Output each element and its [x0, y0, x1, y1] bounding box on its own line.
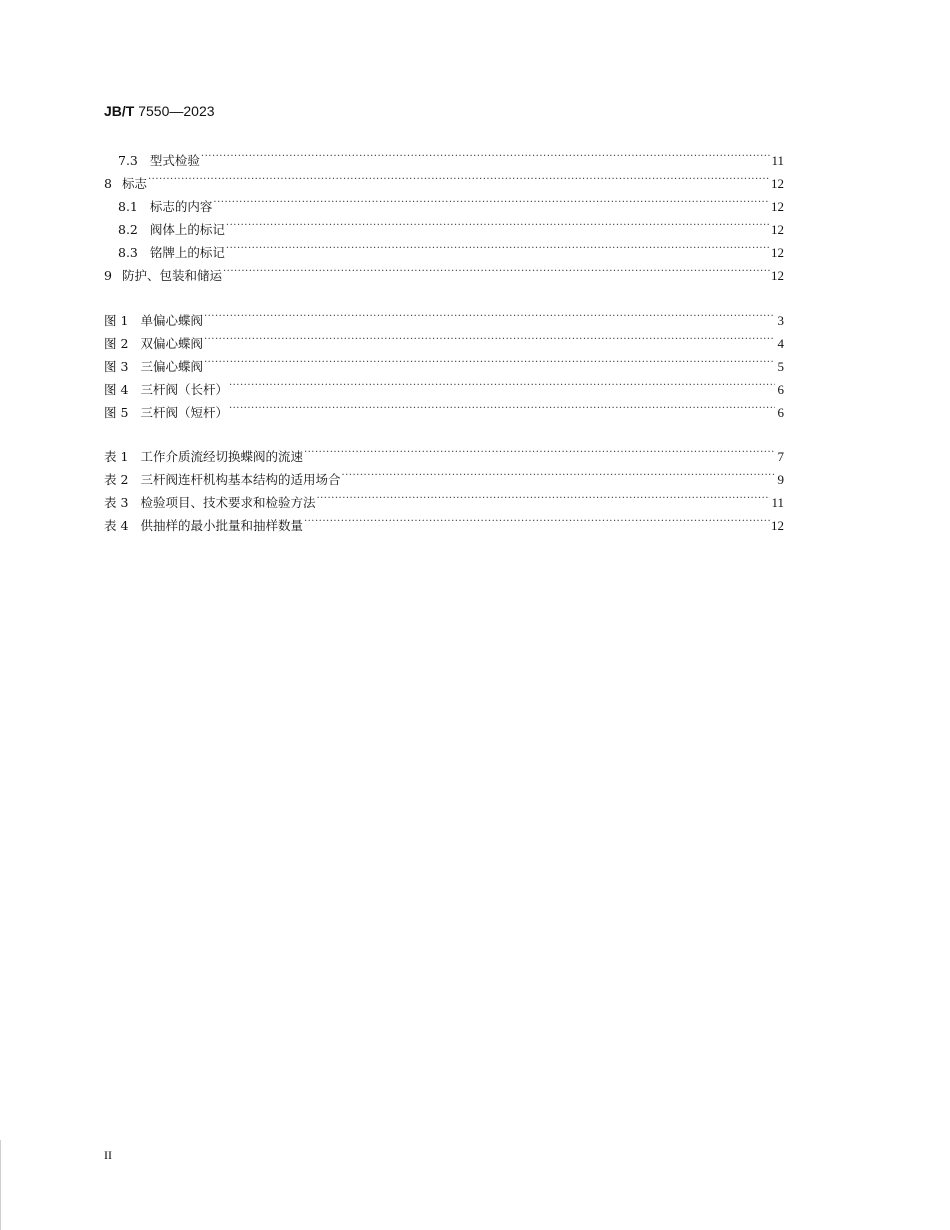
- toc-leader-dots: [204, 326, 775, 348]
- toc-entry-title: 铭牌上的标记: [149, 245, 225, 260]
- toc-figure-entry[interactable]: [104, 326, 784, 351]
- toc-entry-number: 9: [104, 268, 112, 283]
- toc-figure-page: 6: [777, 382, 784, 397]
- toc-leader-dots: [201, 143, 771, 165]
- toc-figure-title: 双偏心蝶阀: [140, 336, 203, 351]
- toc-leader-dots: [341, 462, 775, 484]
- toc-entry-title: 阀体上的标记: [149, 222, 225, 237]
- toc-entry-page: 12: [771, 199, 784, 214]
- page-edge-rule: [0, 1140, 1, 1230]
- toc-entry-page: 11: [771, 153, 784, 168]
- toc-leader-dots: [229, 395, 775, 417]
- toc-figure-title: 三偏心蝶阀: [140, 359, 203, 374]
- toc-table-number: 表 2: [104, 472, 129, 487]
- toc-entry-number: 8.3: [118, 245, 138, 260]
- toc-figure-number: 图 3: [104, 359, 129, 374]
- document-code: [104, 103, 215, 119]
- toc-figure-entry[interactable]: [104, 372, 784, 397]
- toc-figure-entry[interactable]: [104, 349, 784, 374]
- toc-table-title: 供抽样的最小批量和抽样数量: [140, 518, 303, 533]
- toc-leader-dots: [226, 235, 770, 257]
- toc-leader-dots: [213, 189, 770, 211]
- document-code-prefix: JB/T: [104, 103, 135, 119]
- toc-entry-title: 标志的内容: [149, 199, 213, 214]
- toc-entry-number: 8.2: [118, 222, 138, 237]
- toc-entry-title: 防护、包装和储运: [121, 268, 222, 283]
- toc-table-entry[interactable]: [104, 508, 784, 533]
- toc-leader-dots: [226, 212, 770, 234]
- toc-leader-dots: [304, 439, 775, 461]
- toc-figure-title: 三杆阀（长杆）: [140, 382, 228, 397]
- toc-table-page: 7: [777, 449, 784, 464]
- toc-entry-title: 标志: [121, 176, 147, 191]
- toc-entry-title: 型式检验: [149, 153, 200, 168]
- toc-entry-page: 12: [771, 245, 784, 260]
- document-code-number: 7550—2023: [138, 103, 215, 119]
- toc-entry[interactable]: [104, 166, 784, 191]
- toc-leader-dots: [148, 166, 770, 188]
- toc-figure-entry[interactable]: [104, 303, 784, 328]
- toc-entry[interactable]: [104, 143, 784, 168]
- toc-figure-title: 三杆阀（短杆）: [140, 405, 228, 420]
- toc-table-page: 11: [771, 495, 784, 510]
- toc-leader-dots: [223, 258, 770, 280]
- toc-table-title: 三杆阀连杆机构基本结构的适用场合: [140, 472, 341, 487]
- page-number-footer: II: [104, 1148, 112, 1162]
- toc-table-page: 9: [777, 472, 784, 487]
- toc-figure-page: 3: [777, 313, 784, 328]
- toc-figure-number: 图 5: [104, 405, 129, 420]
- toc-entry-number: 7.3: [118, 153, 138, 168]
- toc-entry[interactable]: [104, 258, 784, 283]
- toc-entry-number: 8.1: [118, 199, 138, 214]
- toc-entry-page: 12: [771, 268, 784, 283]
- toc-leader-dots: [204, 349, 775, 371]
- toc-leader-dots: [204, 303, 775, 325]
- toc-leader-dots: [304, 508, 770, 530]
- toc-table-number: 表 4: [104, 518, 129, 533]
- toc-table-number: 表 1: [104, 449, 129, 464]
- toc-entry[interactable]: [104, 235, 784, 260]
- toc-leader-dots: [316, 485, 770, 507]
- toc-table-entry[interactable]: [104, 462, 784, 487]
- toc-entry[interactable]: [104, 189, 784, 214]
- toc-figure-number: 图 1: [104, 313, 129, 328]
- toc-entry-page: 12: [771, 176, 784, 191]
- toc-figure-page: 5: [777, 359, 784, 374]
- toc-entry[interactable]: [104, 212, 784, 237]
- toc-table-entry[interactable]: [104, 485, 784, 510]
- toc-entry-page: 12: [771, 222, 784, 237]
- toc-leader-dots: [229, 372, 775, 394]
- toc-figure-title: 单偏心蝶阀: [140, 313, 203, 328]
- toc-entry-number: 8: [104, 176, 112, 191]
- toc-figure-number: 图 4: [104, 382, 129, 397]
- toc-figure-entry[interactable]: [104, 395, 784, 420]
- toc-table-number: 表 3: [104, 495, 129, 510]
- toc-table-title: 检验项目、技术要求和检验方法: [140, 495, 316, 510]
- toc-table-title: 工作介质流经切换蝶阀的流速: [140, 449, 303, 464]
- toc-table-page: 12: [771, 518, 784, 533]
- toc-figure-page: 6: [777, 405, 784, 420]
- toc-figure-page: 4: [777, 336, 784, 351]
- toc-figure-number: 图 2: [104, 336, 129, 351]
- toc-table-entry[interactable]: [104, 439, 784, 464]
